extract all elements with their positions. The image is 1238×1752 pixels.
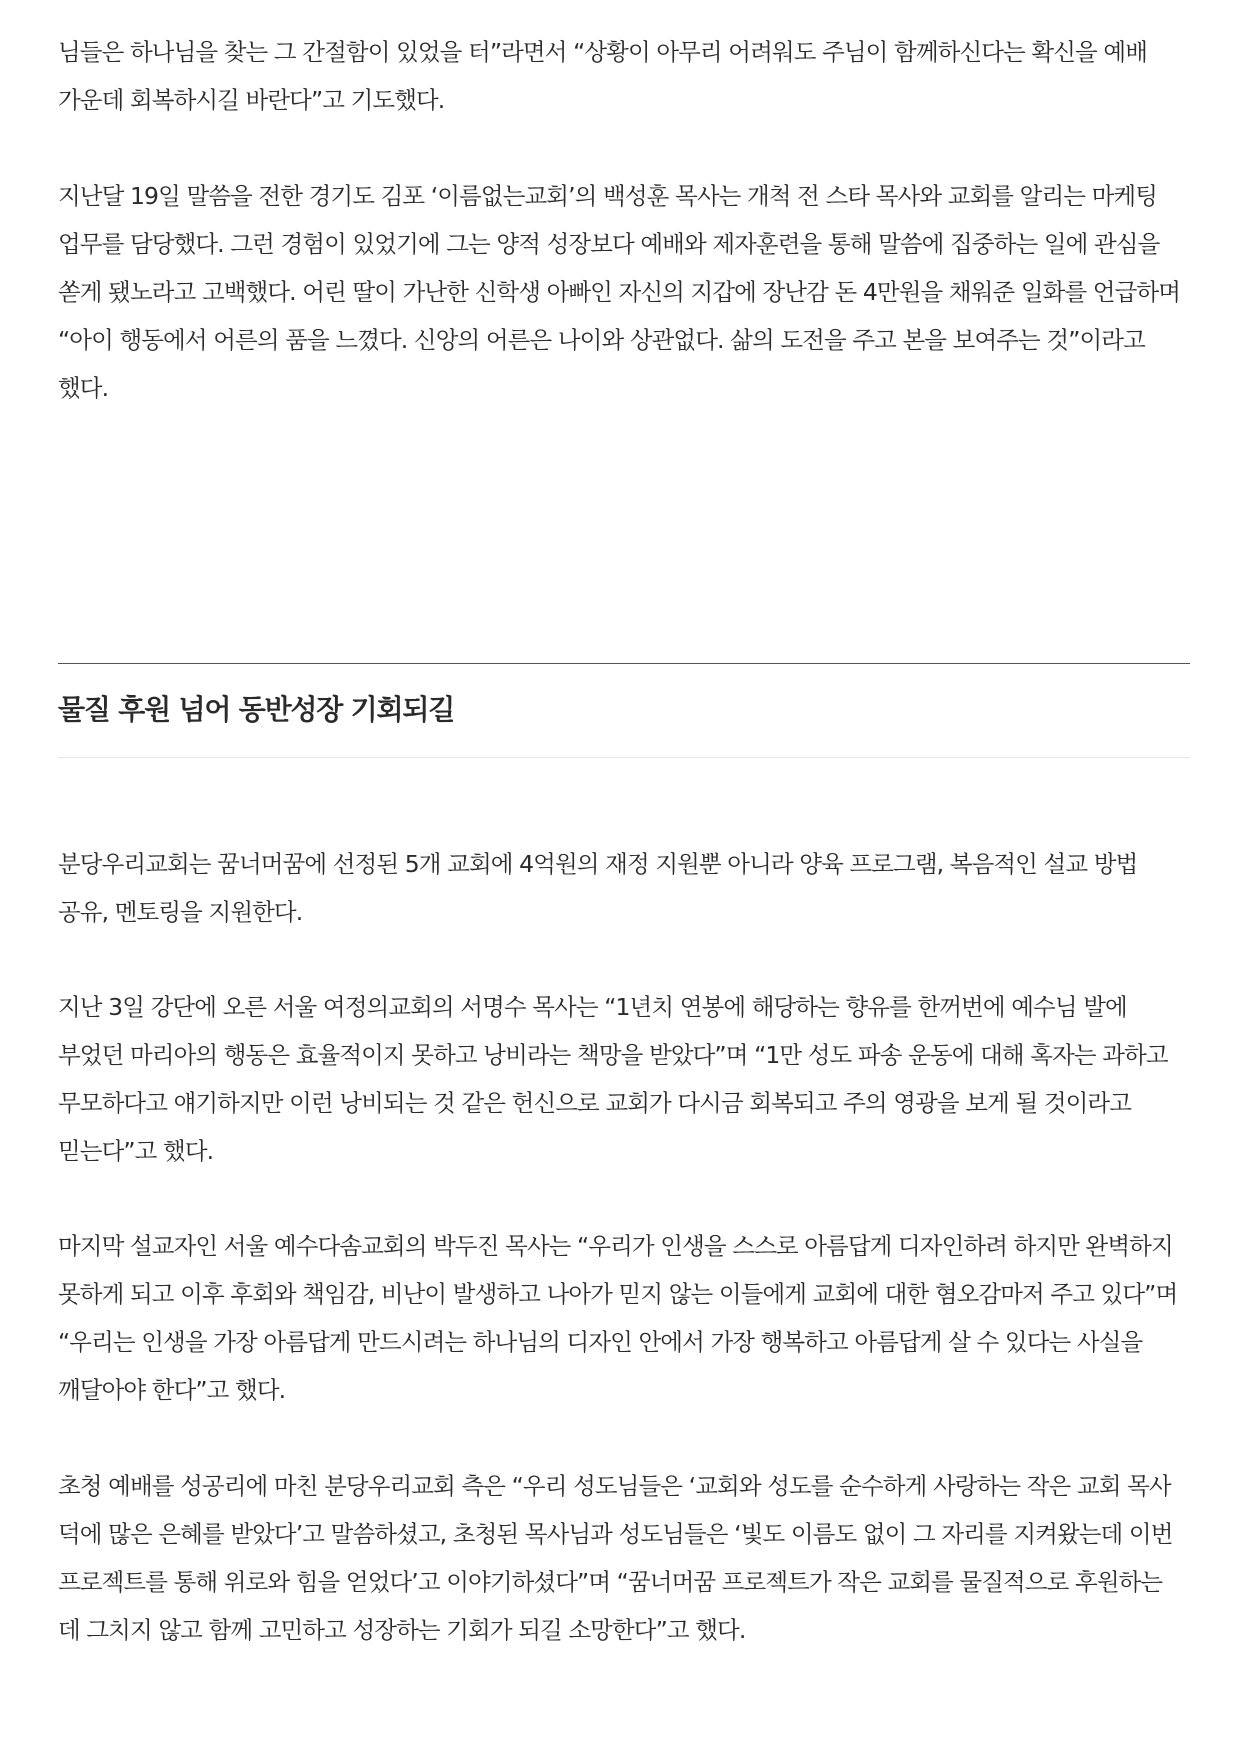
article-paragraph: 님들은 하나님을 찾는 그 간절함이 있었을 터”라면서 “상황이 아무리 어려워도 주님이 함께하신다는 확신을 예배 가운데 회복하시길 바란다”고 기도했다. <box>58 38 1148 114</box>
article-paragraph: 분당우리교회는 꿈너머꿈에 선정된 5개 교회에 4억원의 재정 지원뿐 아니라 양육 프로그램, 복음적인 설교 방법 공유, 멘토링을 지원한다. <box>58 850 1138 926</box>
section-divider <box>58 663 1190 664</box>
article-paragraph: 초청 예배를 성공리에 마친 분당우리교회 측은 “우리 성도님들은 ‘교회와 성도를 순수하게 사랑하는 작은 교회 목사 덕에 많은 은혜를 받았다’고 말씀하셨고, 초청된 목사님과 성도님들은 ‘빛도 이름도 없이 그 자리를 지켜왔는데 이번 프로젝트를 통해 위로와 힘을 얻었다’고 이야기하셨다”며 “꿈너머꿈 프로젝트가 작은 교회를 물질적으로 후원하는 데 그치지 않고 함께 고민하고 성장하는 기회가 되길 소망한다”고 했다. <box>58 1472 1173 1644</box>
section-heading-underline <box>58 757 1190 758</box>
article-paragraph: 지난달 19일 말씀을 전한 경기도 김포 ‘이름없는교회’의 백성훈 목사는 개척 전 스타 목사와 교회를 알리는 마케팅 업무를 담당했다. 그런 경험이 있었기에 그는 양적 성장보다 예배와 제자훈련을 통해 말씀에 집중하는 일에 관심을 쏟게 됐노라고 고백했다. 어린 딸이 가난한 신학생 아빠인 자신의 지갑에 장난감 돈 4만원을 채워준 일화를 언급하며 “아이 행동에서 어른의 품을 느꼈다. 신앙의 어른은 나이와 상관없다. 삶의 도전을 주고 본을 보여주는 것”이라고 했다. <box>58 182 1181 402</box>
article-paragraph: 마지막 설교자인 서울 예수다솜교회의 박두진 목사는 “우리가 인생을 스스로 아름답게 디자인하려 하지만 완벽하지 못하게 되고 이후 후회와 책임감, 비난이 발생하고 나아가 믿지 않는 이들에게 교회에 대한 혐오감마저 주고 있다”며 “우리는 인생을 가장 아름답게 만드시려는 하나님의 디자인 안에서 가장 행복하고 아름답게 살 수 있다는 사실을 깨달아야 한다”고 했다. <box>58 1232 1178 1404</box>
section-heading: 물질 후원 넘어 동반성장 기회되길 <box>58 693 455 726</box>
article-paragraph: 지난 3일 강단에 오른 서울 여정의교회의 서명수 목사는 “1년치 연봉에 해당하는 향유를 한꺼번에 예수님 발에 부었던 마리아의 행동은 효율적이지 못하고 낭비라는 책망을 받았다”며 “1만 성도 파송 운동에 대해 혹자는 과하고 무모하다고 얘기하지만 이런 낭비되는 것 같은 헌신으로 교회가 다시금 회복되고 주의 영광을 보게 될 것이라고 믿는다”고 했다. <box>58 993 1168 1165</box>
